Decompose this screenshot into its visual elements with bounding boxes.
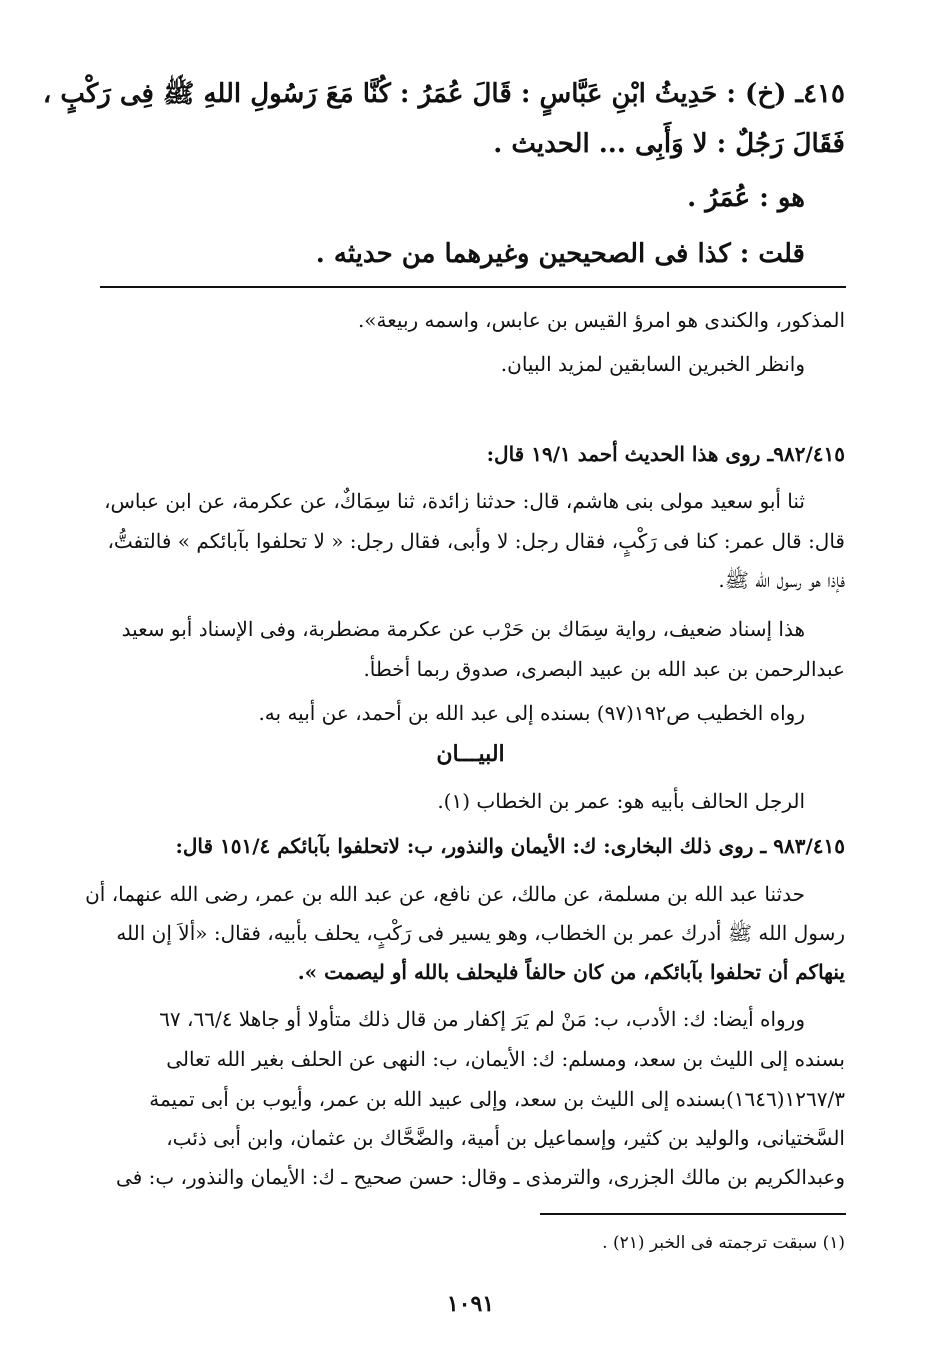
footnote: (١) سبقت ترجمته فى الخبر (٢١) . [602,1233,845,1253]
entry-415-line-3: هو : عُمَرُ . [687,183,805,213]
carryover-line-2: وانظر الخبرين السابقين لمزيد البيان. [500,352,805,376]
entry-983-p1-line-2: رسول الله ﷺ أدرك عمر بن الخطاب، وهو يسير فى رَكْبٍ، يحلف بأبيه، فقال: «ألاَ إن الله [116,921,845,945]
carryover-line-1: المذكور، والكندى هو امرؤ القيس بن عابس، واسمه ربيعة». [357,308,845,332]
entry-982-p2-line-1: هذا إسناد ضعيف، رواية سِمَاك بن حَرْب عن عكرمة مضطربة، وفى الإسناد أبو سعيد [121,617,805,641]
entry-982-p1-line-3: فإذا هو رسول الله ﷺ. [718,568,845,592]
bayan-title: البيـــان [436,741,505,767]
entry-415-line-4: قلت : كذا فى الصحيحين وغيرهما من حديثه . [315,239,805,269]
entry-983-p2-line-3: ١٢٦٧/٣(١٦٤٦)بسنده إلى الليث بن سعد، وإلى عبيد الله بن عمر، وأيوب بن أبى تميمة [149,1087,845,1111]
entry-983-p2-line-1: ورواه أيضا: ك: الأدب، ب: مَنْ لم يَرَ إكفار من قال ذلك متأولا أو جاهلا ٦٦/٤، ٦٧ [159,1007,805,1031]
bayan-text: الرجل الحالف بأبيه هو: عمر بن الخطاب (١). [437,789,805,813]
entry-983-heading: ٩٨٣/٤١٥ ـ روى ذلك البخارى: ك: الأيمان والنذور، ب: لاتحلفوا بآبائكم ١٥١/٤ قال: [175,834,845,858]
entry-983-p1-line-1: حدثنا عبد الله بن مسلمة، عن مالك، عن نافع، عن عبد الله بن عمر، رضى الله عنهما، أن [85,882,805,906]
entry-415-line-1: ٤١٥ـ (خ) : حَدِيثُ ابْنِ عَبَّاسٍ : قَالَ عُمَرُ : كُنَّا مَعَ رَسُولِ اللهِ ﷺ فِى رَكْبٍ ، [42,79,845,109]
page-number: ١٠٩١ [446,1291,495,1317]
entry-415-line-2: فَقَالَ رَجُلٌ : لا وَأَبِى ... الحديث . [493,129,845,159]
entry-982-p1-line-2: قال: قال عمر: كنا فى رَكْبٍ، فقال رجل: لا وأبى، فقال رجل: « لا تحلفوا بآبائكم » فالتفتُّ، [107,529,845,553]
entry-983-p2-line-4: السَّختيانى، والوليد بن كثير، وإسماعيل بن أمية، والضَّحَّاك بن عثمان، وابن أبى ذئب، [166,1126,845,1150]
footnote-divider [540,1213,846,1215]
entry-982-p3: رواه الخطيب ص١٩٢(٩٧) بسنده إلى عبد الله بن أحمد، عن أبيه به. [258,701,805,725]
entry-982-p2-line-2: عبدالرحمن بن عبد الله بن عبيد البصرى، صدوق ربما أخطأ. [363,657,845,681]
entry-982-heading: ٩٨٢/٤١٥ـ روى هذا الحديث أحمد ١٩/١ قال: [486,442,845,466]
entry-982-p1-line-1: ثنا أبو سعيد مولى بنى هاشم، قال: حدثنا زائدة، ثنا سِمَاكٌ، عن عكرمة، عن ابن عباس، [104,489,805,513]
entry-983-p1-line-3: ينهاكم أن تحلفوا بآبائكم، من كان حالفاً فليحلف بالله أو ليصمت ». [297,960,845,984]
entry-983-p2-line-2: بسنده إلى الليث بن سعد، ومسلم: ك: الأيمان، ب: النهى عن الحلف بغير الله تعالى [166,1047,845,1071]
header-divider [100,286,846,288]
entry-983-p2-line-5: وعبدالكريم بن مالك الجزرى، والترمذى ـ وقال: حسن صحيح ـ ك: الأيمان والنذور، ب: فى [116,1165,845,1189]
